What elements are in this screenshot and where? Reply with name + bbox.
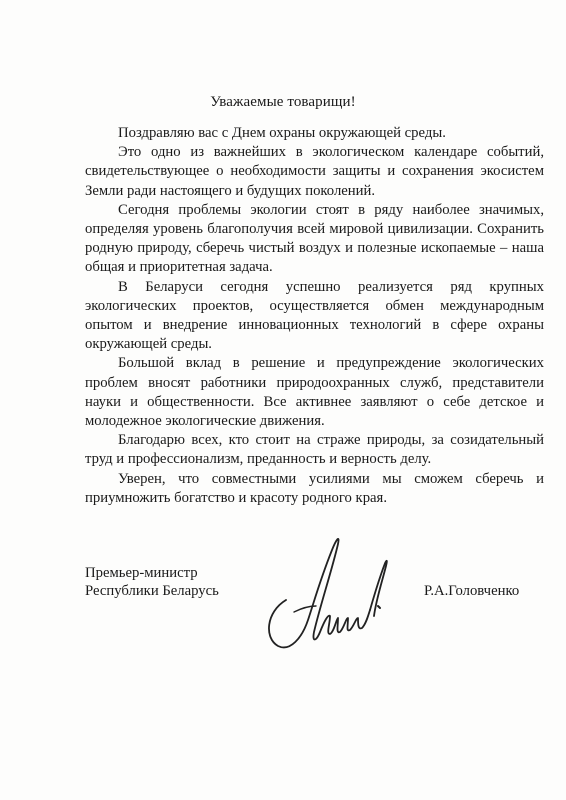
signatory-name: Р.А.Головченко [424,583,520,599]
signatory-title-line1: Премьер-министр [85,565,198,581]
signatory-title-line2: Республики Беларусь [85,583,219,599]
letter-paragraph: Благодарю всех, кто стоит на страже природы, за созидательный труд и профессионализм, преданность и верность делу. [85,432,544,468]
letter-paragraph: Это одно из важнейших в экологическом календаре событий, свидетельствующее о необходимости защиты и сохранения экосистем Земли ради настоящего и будущих поколений. [85,144,544,199]
letter-paragraph: Сегодня проблемы экологии стоят в ряду наиболее значимых, определяя уровень благополучия всей мировой цивилизации. Сохранить родную природу, сберечь чистый воздух и полезные ископаемые – наша общая и приоритетная задача. [85,201,544,276]
letter-body [85,124,544,508]
signatory-title [85,564,219,600]
letter-paragraph: В Беларуси сегодня успешно реализуется ряд крупных экологических проектов, осуществляется обмен международным опытом и внедрение инновационных технологий в сфере охраны окружающей среды. [85,278,544,353]
letter-paragraph: Большой вклад в решение и предупреждение экологических проблем вносят работники природоохранных служб, представители науки и общественности. Все активнее заявляют о себе детское и молодежное экологические движения. [85,355,544,430]
letter-greeting: Уважаемые товарищи! [210,94,356,110]
handwritten-signature [258,520,398,660]
letter-paragraph: Уверен, что совместными усилиями мы сможем сберечь и приумножить богатство и красоту родного края. [85,470,544,506]
letter-paragraph: Поздравляю вас с Днем охраны окружающей среды. [118,125,446,141]
